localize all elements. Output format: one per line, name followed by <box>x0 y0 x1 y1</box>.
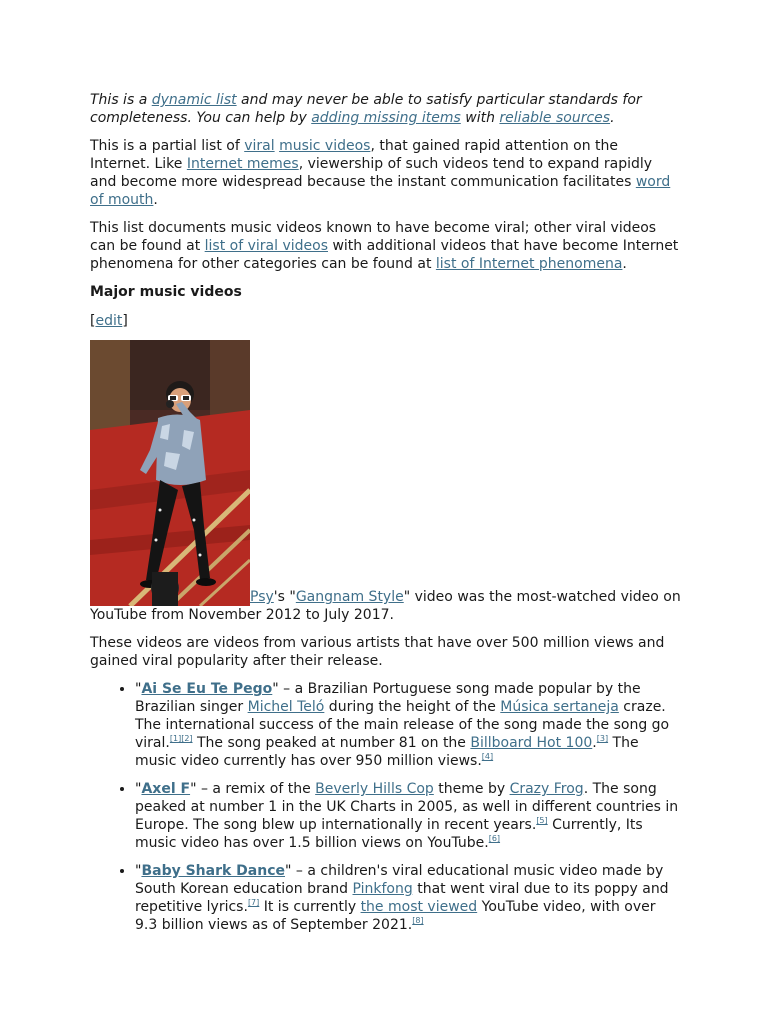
section-edit <box>90 312 682 330</box>
reference-link[interactable]: [7] <box>247 898 260 907</box>
item-text: " – a children's viral educational music video made by South Korean education brand <box>135 863 664 897</box>
hatnote-text: . <box>610 110 615 126</box>
article-content <box>90 91 682 944</box>
baby-shark-dance-link[interactable]: Baby Shark Dance <box>141 863 286 879</box>
ai-se-eu-te-pego-link[interactable]: Ai Se Eu Te Pego <box>141 681 273 697</box>
intro-paragraph <box>90 137 682 209</box>
crazy-frog-link[interactable]: Crazy Frog <box>509 781 584 797</box>
views-paragraph: These videos are videos from various artists that have over 500 million views and gained viral popularity after their release. <box>90 635 665 669</box>
dynamic-list-link[interactable]: dynamic list <box>151 92 237 108</box>
list-item <box>135 862 682 934</box>
item-text: . The song peaked at number 1 in the UK Charts in 2005, as well in different countries in Europe. The song blew up internationally in recent years. <box>135 781 679 833</box>
edit-link[interactable]: edit <box>95 313 123 329</box>
item-text: . <box>592 735 597 751</box>
item-text: theme by <box>433 781 510 797</box>
item-text: " – a Brazilian Portuguese song made popular by the Brazilian singer <box>135 681 641 715</box>
performer-illustration <box>90 340 250 606</box>
pinkfong-link[interactable]: Pinkfong <box>352 881 413 897</box>
gangnam-style-link[interactable]: Gangnam Style <box>295 589 404 605</box>
hatnote-text: with <box>460 110 500 126</box>
adding-missing-items-link[interactable]: adding missing items <box>311 110 461 126</box>
caption-text: " video was the most-watched video on YouTube from November 2012 to July 2017. <box>90 589 681 623</box>
intro-text: , viewership of such videos tend to expand rapidly and become more widespread because the instant communication facilitates <box>90 156 653 190</box>
item-text: The song peaked at number 81 on the <box>192 735 471 751</box>
item-text: that went viral due to its poppy and repetitive lyrics. <box>135 881 669 915</box>
intro-text: This is a partial list of <box>90 138 245 154</box>
item-text: YouTube video, with over 9.3 billion views as of September 2021. <box>135 899 656 933</box>
caption-text: 's " <box>273 589 296 605</box>
item-text: " – a remix of the <box>190 781 316 797</box>
item-text: " <box>135 781 142 797</box>
axel-f-link[interactable]: Axel F <box>141 781 191 797</box>
scope-text: with additional videos that have become Internet phenomena for other categories can be found at <box>90 238 679 272</box>
reference-link[interactable]: [4] <box>481 752 494 761</box>
music-videos-link[interactable]: music videos <box>279 138 371 154</box>
item-text: It is currently <box>259 899 361 915</box>
most-viewed-link[interactable]: the most viewed <box>360 899 478 915</box>
hatnote-text: and may never be able to satisfy particular standards for completeness. You can help by <box>90 92 642 126</box>
psy-link[interactable]: Psy <box>250 589 274 605</box>
list-item <box>135 780 682 852</box>
list-of-internet-phenomena-link[interactable]: list of Internet phenomena <box>435 256 623 272</box>
edit-bracket: ] <box>122 313 128 329</box>
item-text: The music video currently has over 950 million views. <box>135 735 639 769</box>
reference-link[interactable]: [3] <box>596 734 609 743</box>
beverly-hills-cop-link[interactable]: Beverly Hills Cop <box>315 781 434 797</box>
scope-text: This list documents music videos known to have become viral; other viral videos can be found at <box>90 220 657 254</box>
item-text: Currently, Its music video has over 1.5 billion views on YouTube. <box>135 817 643 851</box>
hatnote-text: This is a <box>90 92 152 108</box>
reliable-sources-link[interactable]: reliable sources <box>499 110 611 126</box>
edit-bracket: [ <box>90 313 96 329</box>
word-of-mouth-link[interactable]: word of mouth <box>90 174 671 208</box>
scope-paragraph <box>90 219 682 273</box>
section-heading: Major music videos <box>90 284 242 300</box>
billboard-hot-100-link[interactable]: Billboard Hot 100 <box>470 735 593 751</box>
reference-link[interactable]: [5] <box>536 816 548 825</box>
dynamic-list-hatnote <box>90 91 682 127</box>
list-item <box>135 680 682 770</box>
item-text: craze. The international success of the main release of the song made the song go viral. <box>135 699 670 751</box>
list-of-viral-videos-link[interactable]: list of viral videos <box>204 238 328 254</box>
intro-text: . <box>153 192 158 208</box>
reference-link[interactable]: [1][2] <box>169 734 193 743</box>
michel-telo-link[interactable]: Michel Teló <box>247 699 325 715</box>
reference-link[interactable]: [8] <box>412 916 424 925</box>
intro-text: , that gained rapid attention on the Internet. Like <box>90 138 619 172</box>
internet-memes-link[interactable]: Internet memes <box>186 156 299 172</box>
scope-text: . <box>622 256 627 272</box>
item-text: " <box>135 863 142 879</box>
reference-link[interactable]: [6] <box>488 834 501 843</box>
item-text: " <box>135 681 142 697</box>
musica-sertaneja-link[interactable]: Música sertaneja <box>500 699 619 715</box>
viral-link[interactable]: viral <box>244 138 275 154</box>
psy-gangnam-style-photo[interactable] <box>90 340 250 606</box>
music-video-list <box>90 680 682 934</box>
figure-caption <box>90 340 682 624</box>
item-text: during the height of the <box>324 699 501 715</box>
